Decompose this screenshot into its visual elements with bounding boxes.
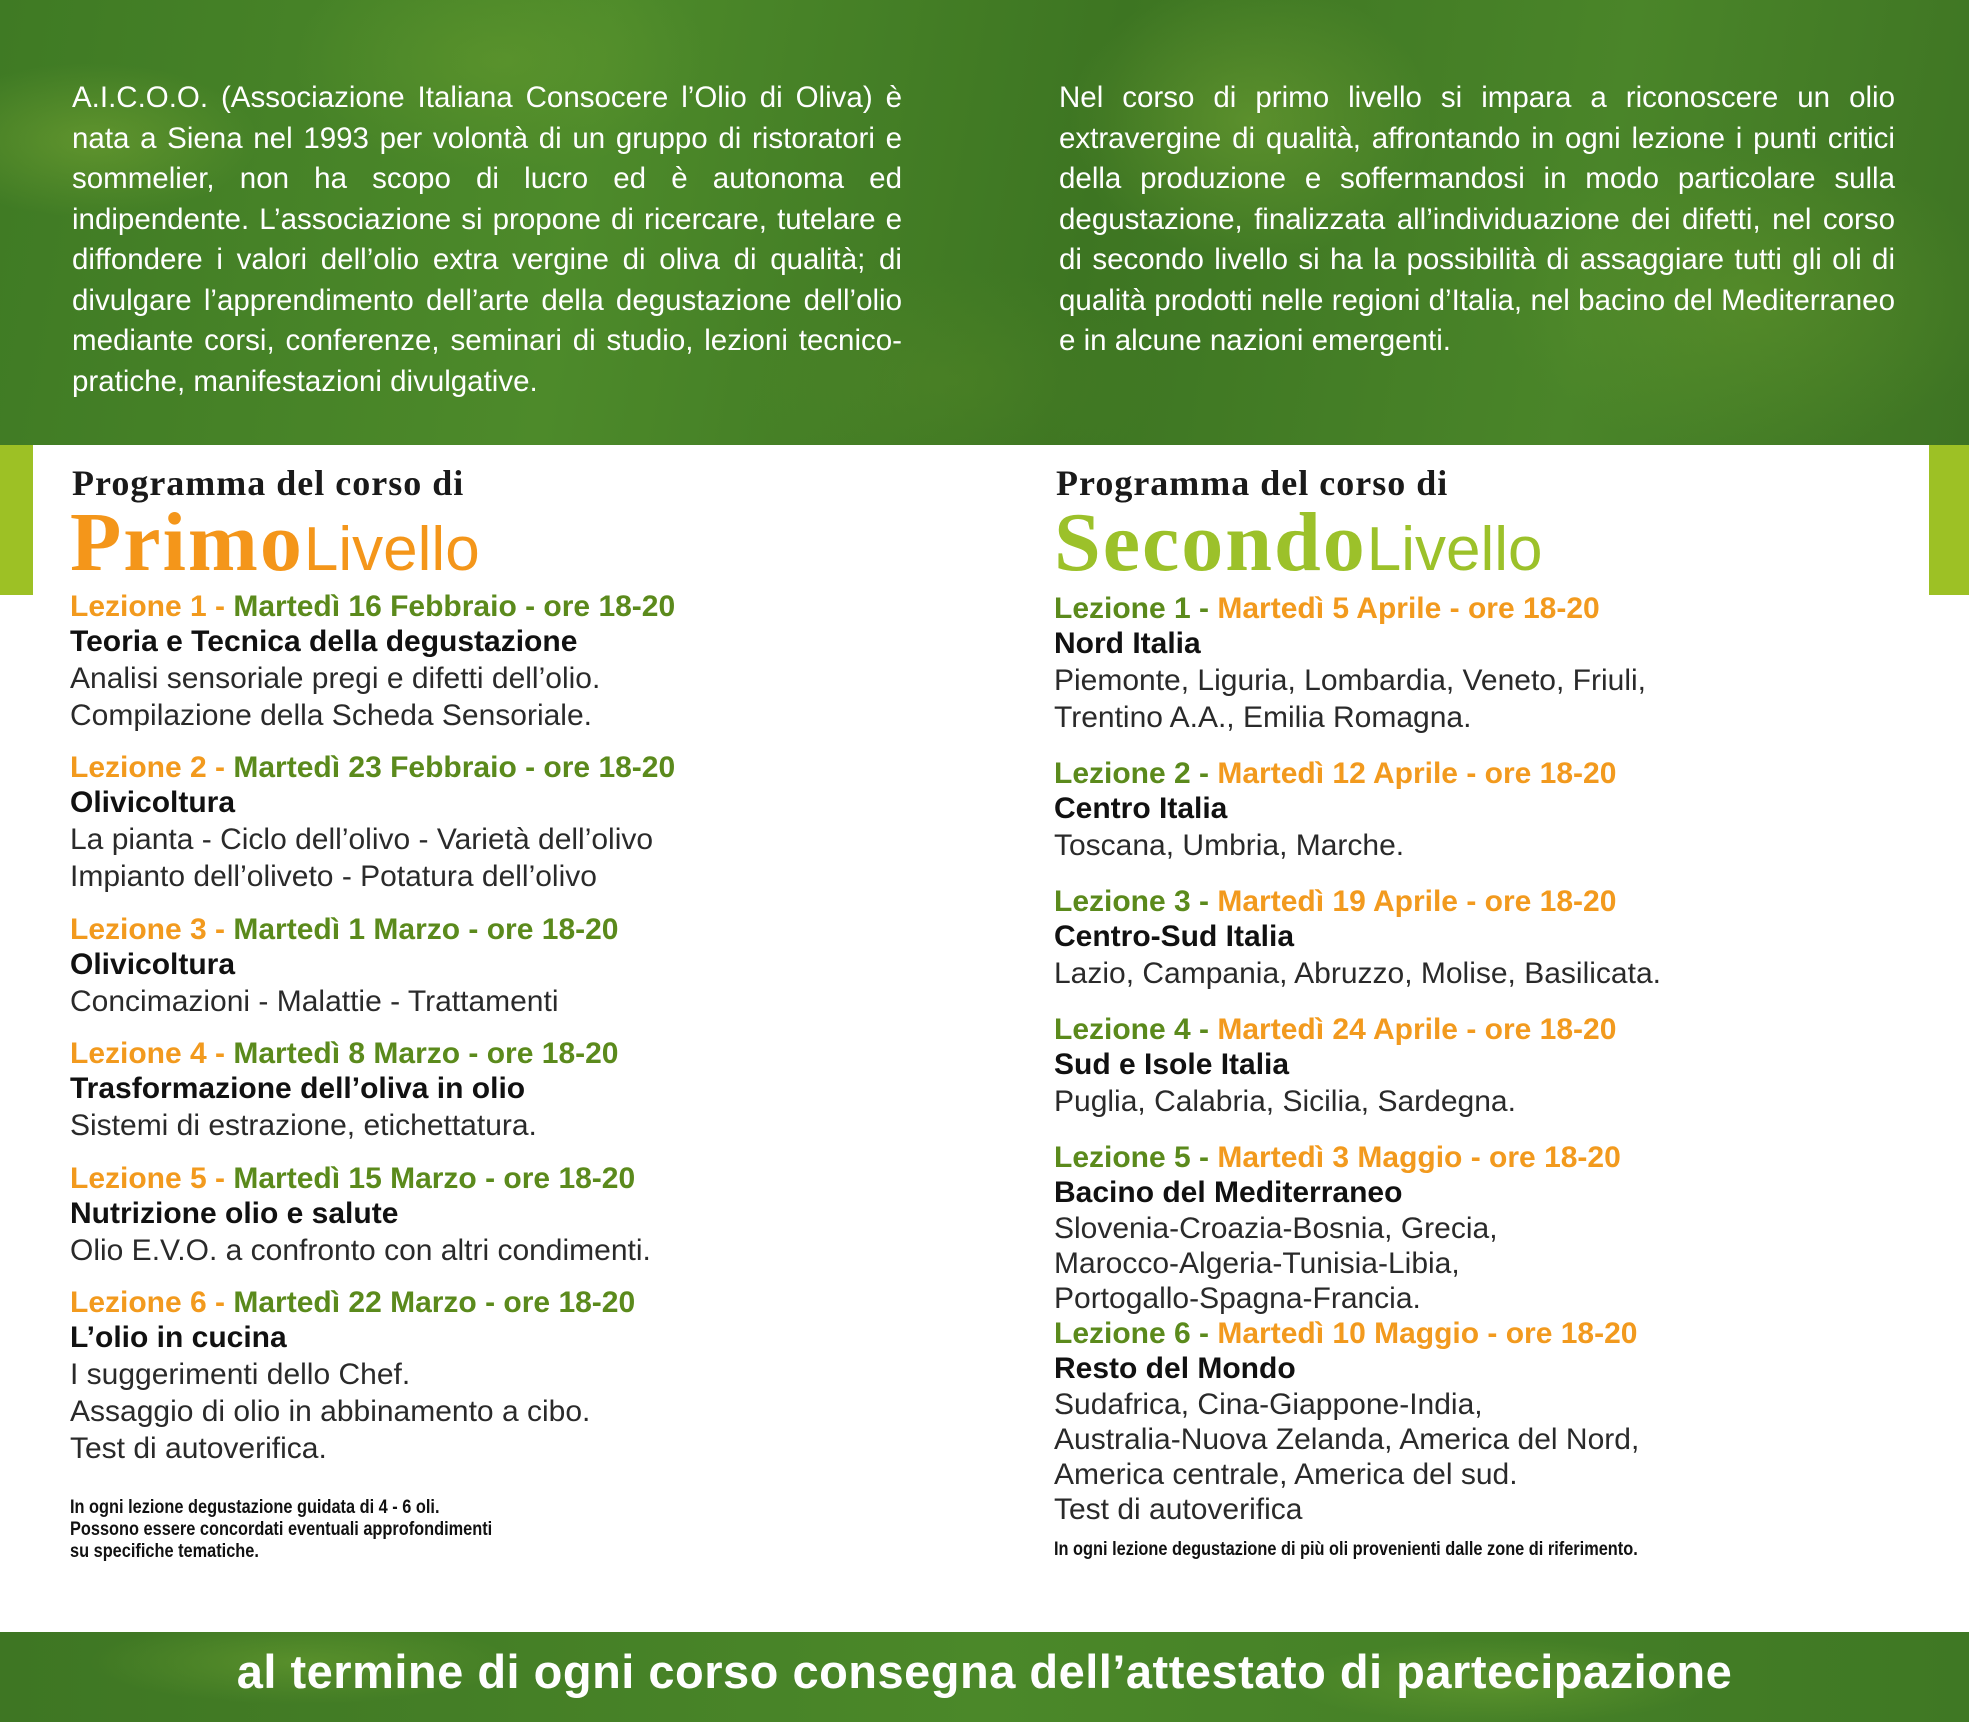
- lesson-date: Martedì 10 Maggio - ore 18-20: [1217, 1317, 1638, 1350]
- lesson-number: Lezione 3 -: [1054, 885, 1218, 918]
- lesson-title: Nord Italia: [1054, 627, 1201, 660]
- footer-text: al termine di ogni corso consegna dell’attestato di partecipazione: [236, 1645, 1733, 1698]
- lesson-title: Bacino del Mediterraneo: [1054, 1176, 1403, 1209]
- lesson-desc: I suggerimenti dello Chef.: [70, 1358, 411, 1391]
- lesson-desc: Assaggio di olio in abbinamento a cibo.: [70, 1395, 591, 1428]
- lesson-date: Martedì 15 Marzo - ore 18-20: [233, 1162, 636, 1195]
- lesson-desc: Australia-Nuova Zelanda, America del Nord,: [1054, 1423, 1640, 1456]
- footer-band: [0, 1632, 1969, 1722]
- lesson-number: Lezione 4 -: [70, 1037, 234, 1070]
- lesson-date: Martedì 8 Marzo - ore 18-20: [233, 1037, 619, 1070]
- secondo-lesson-5: [1054, 1140, 1954, 1316]
- lesson-number: Lezione 3 -: [70, 913, 234, 946]
- header-band: [0, 0, 1969, 445]
- lesson-desc: Portogallo-Spagna-Francia.: [1054, 1282, 1421, 1315]
- intro-left-paragraph: A.I.C.O.O. (Associazione Italiana Consocere l’Olio di Oliva) è nata a Siena nel 1993 per volontà di un gruppo di ristoratori e sommelier, non ha scopo di lucro ed è autonoma ed indipendente. L’associazione si propone di ricercare, tutelare e diffondere i valori dell’olio extra vergine di oliva di qualità; di divulgare l’apprendimento dell’arte della degustazione dell’olio mediante corsi, conferenze, seminari di studio, lezioni tecnico-pratiche, manifestazioni divulgative.: [72, 81, 902, 398]
- note-line: su specifiche tematiche.: [70, 1541, 259, 1562]
- note-line: In ogni lezione degustazione di più oli provenienti dalle zone di riferimento.: [1054, 1539, 1638, 1560]
- lesson-desc: Puglia, Calabria, Sicilia, Sardegna.: [1054, 1085, 1516, 1118]
- note-line: In ogni lezione degustazione guidata di 4 - 6 oli.: [70, 1497, 440, 1518]
- lesson-desc: Concimazioni - Malattie - Trattamenti: [70, 985, 559, 1018]
- lesson-desc: Marocco-Algeria-Tunisia-Libia,: [1054, 1247, 1460, 1280]
- lesson-date: Martedì 24 Aprile - ore 18-20: [1217, 1013, 1617, 1046]
- lesson-date: Martedì 16 Febbraio - ore 18-20: [233, 590, 676, 623]
- secondo-level-big: Secondo: [1054, 496, 1367, 589]
- lesson-number: Lezione 6 -: [1054, 1317, 1218, 1350]
- lesson-date: Martedì 23 Febbraio - ore 18-20: [233, 751, 676, 784]
- intro-right-paragraph: Nel corso di primo livello si impara a riconoscere un olio extravergine di qualità, affrontando in ogni lezione i punti critici della produzione e soffermandosi in modo particolare sulla degustazione, finalizzata all’individuazione dei difetti, nel corso di secondo livello si ha la possibilità di assaggiare tutti gli oli di qualità prodotti nelle regioni d’Italia, nel bacino del Mediterraneo e in alcune nazioni emergenti.: [1059, 81, 1895, 357]
- primo-livello-column: [70, 462, 970, 1563]
- lesson-title: Nutrizione olio e salute: [70, 1197, 399, 1230]
- lesson-header: [1054, 884, 1954, 919]
- lesson-number: Lezione 5 -: [1054, 1141, 1218, 1174]
- primo-lesson-5: [70, 1161, 970, 1269]
- lesson-header: [70, 1285, 970, 1320]
- lesson-header: [70, 750, 970, 785]
- lesson-date: Martedì 1 Marzo - ore 18-20: [233, 913, 619, 946]
- lesson-header: [1054, 1316, 1954, 1351]
- lesson-title: Olivicoltura: [70, 948, 236, 981]
- lesson-date: Martedì 3 Maggio - ore 18-20: [1217, 1141, 1621, 1174]
- lesson-title: Centro-Sud Italia: [1054, 920, 1295, 953]
- primo-note: [70, 1497, 970, 1563]
- lesson-number: Lezione 2 -: [70, 751, 234, 784]
- lesson-desc: Trentino A.A., Emilia Romagna.: [1054, 701, 1472, 734]
- lesson-desc: Test di autoverifica: [1054, 1493, 1303, 1526]
- primo-level-big: Primo: [70, 496, 304, 589]
- lesson-header: [70, 1036, 970, 1071]
- lesson-header: [1054, 1140, 1954, 1175]
- primo-lesson-2: [70, 750, 970, 895]
- lesson-desc: Sistemi di estrazione, etichettatura.: [70, 1109, 537, 1142]
- secondo-lesson-1: [1054, 591, 1954, 736]
- lesson-date: Martedì 12 Aprile - ore 18-20: [1217, 757, 1617, 790]
- lesson-number: Lezione 4 -: [1054, 1013, 1218, 1046]
- lesson-number: Lezione 6 -: [70, 1286, 234, 1319]
- note-line: Possono essere concordati eventuali approfondimenti: [70, 1519, 493, 1540]
- primo-level-thin: Livello: [303, 515, 480, 584]
- lesson-date: Martedì 22 Marzo - ore 18-20: [233, 1286, 636, 1319]
- primo-lesson-1: [70, 589, 970, 734]
- lesson-title: L’olio in cucina: [70, 1321, 287, 1354]
- primo-lesson-4: [70, 1036, 970, 1144]
- lesson-date: Martedì 5 Aprile - ore 18-20: [1217, 592, 1600, 625]
- secondo-lesson-3: [1054, 884, 1954, 992]
- secondo-lesson-2: [1054, 756, 1954, 864]
- lesson-desc: Impianto dell’oliveto - Potatura dell’olivo: [70, 860, 597, 893]
- secondo-lesson-4: [1054, 1012, 1954, 1120]
- lesson-desc: La pianta - Ciclo dell’olivo - Varietà dell’olivo: [70, 823, 654, 856]
- lesson-desc: Test di autoverifica.: [70, 1432, 327, 1465]
- lesson-number: Lezione 5 -: [70, 1162, 234, 1195]
- lesson-desc: Toscana, Umbria, Marche.: [1054, 829, 1405, 862]
- lesson-desc: Lazio, Campania, Abruzzo, Molise, Basilicata.: [1054, 957, 1661, 990]
- lesson-header: [1054, 1012, 1954, 1047]
- lesson-desc: Piemonte, Liguria, Lombardia, Veneto, Friuli,: [1054, 664, 1646, 697]
- primo-level-title: [70, 496, 970, 589]
- lesson-desc: Analisi sensoriale pregi e difetti dell’olio.: [70, 662, 601, 695]
- lesson-number: Lezione 2 -: [1054, 757, 1218, 790]
- lesson-date: Martedì 19 Aprile - ore 18-20: [1217, 885, 1617, 918]
- lesson-header: [1054, 756, 1954, 791]
- lesson-header: [70, 912, 970, 947]
- lesson-desc: America centrale, America del sud.: [1054, 1458, 1518, 1491]
- secondo-level-thin: Livello: [1366, 515, 1543, 584]
- primo-program-heading: Programma del corso di: [72, 463, 465, 503]
- secondo-livello-column: [1054, 462, 1954, 1561]
- lesson-desc: Olio E.V.O. a confronto con altri condimenti.: [70, 1234, 651, 1267]
- lesson-title: Centro Italia: [1054, 792, 1228, 825]
- primo-lesson-3: [70, 912, 970, 1020]
- left-accent-bar: [0, 445, 33, 595]
- secondo-lesson-6: [1054, 1316, 1954, 1527]
- lesson-header: [70, 1161, 970, 1196]
- lesson-title: Teoria e Tecnica della degustazione: [70, 625, 578, 658]
- lesson-desc: Slovenia-Croazia-Bosnia, Grecia,: [1054, 1212, 1498, 1245]
- lesson-desc: Compilazione della Scheda Sensoriale.: [70, 699, 592, 732]
- lesson-title: Resto del Mondo: [1054, 1352, 1296, 1385]
- lesson-desc: Sudafrica, Cina-Giappone-India,: [1054, 1388, 1483, 1421]
- secondo-level-title: [1054, 496, 1954, 589]
- lesson-title: Trasformazione dell’oliva in olio: [70, 1072, 526, 1105]
- lesson-header: [70, 589, 970, 624]
- lesson-number: Lezione 1 -: [70, 590, 234, 623]
- lesson-title: Sud e Isole Italia: [1054, 1048, 1290, 1081]
- lesson-title: Olivicoltura: [70, 786, 236, 819]
- primo-lesson-6: [70, 1285, 970, 1467]
- lesson-header: [1054, 591, 1954, 626]
- secondo-program-heading: Programma del corso di: [1056, 463, 1449, 503]
- secondo-note: [1054, 1539, 1954, 1561]
- lesson-number: Lezione 1 -: [1054, 592, 1218, 625]
